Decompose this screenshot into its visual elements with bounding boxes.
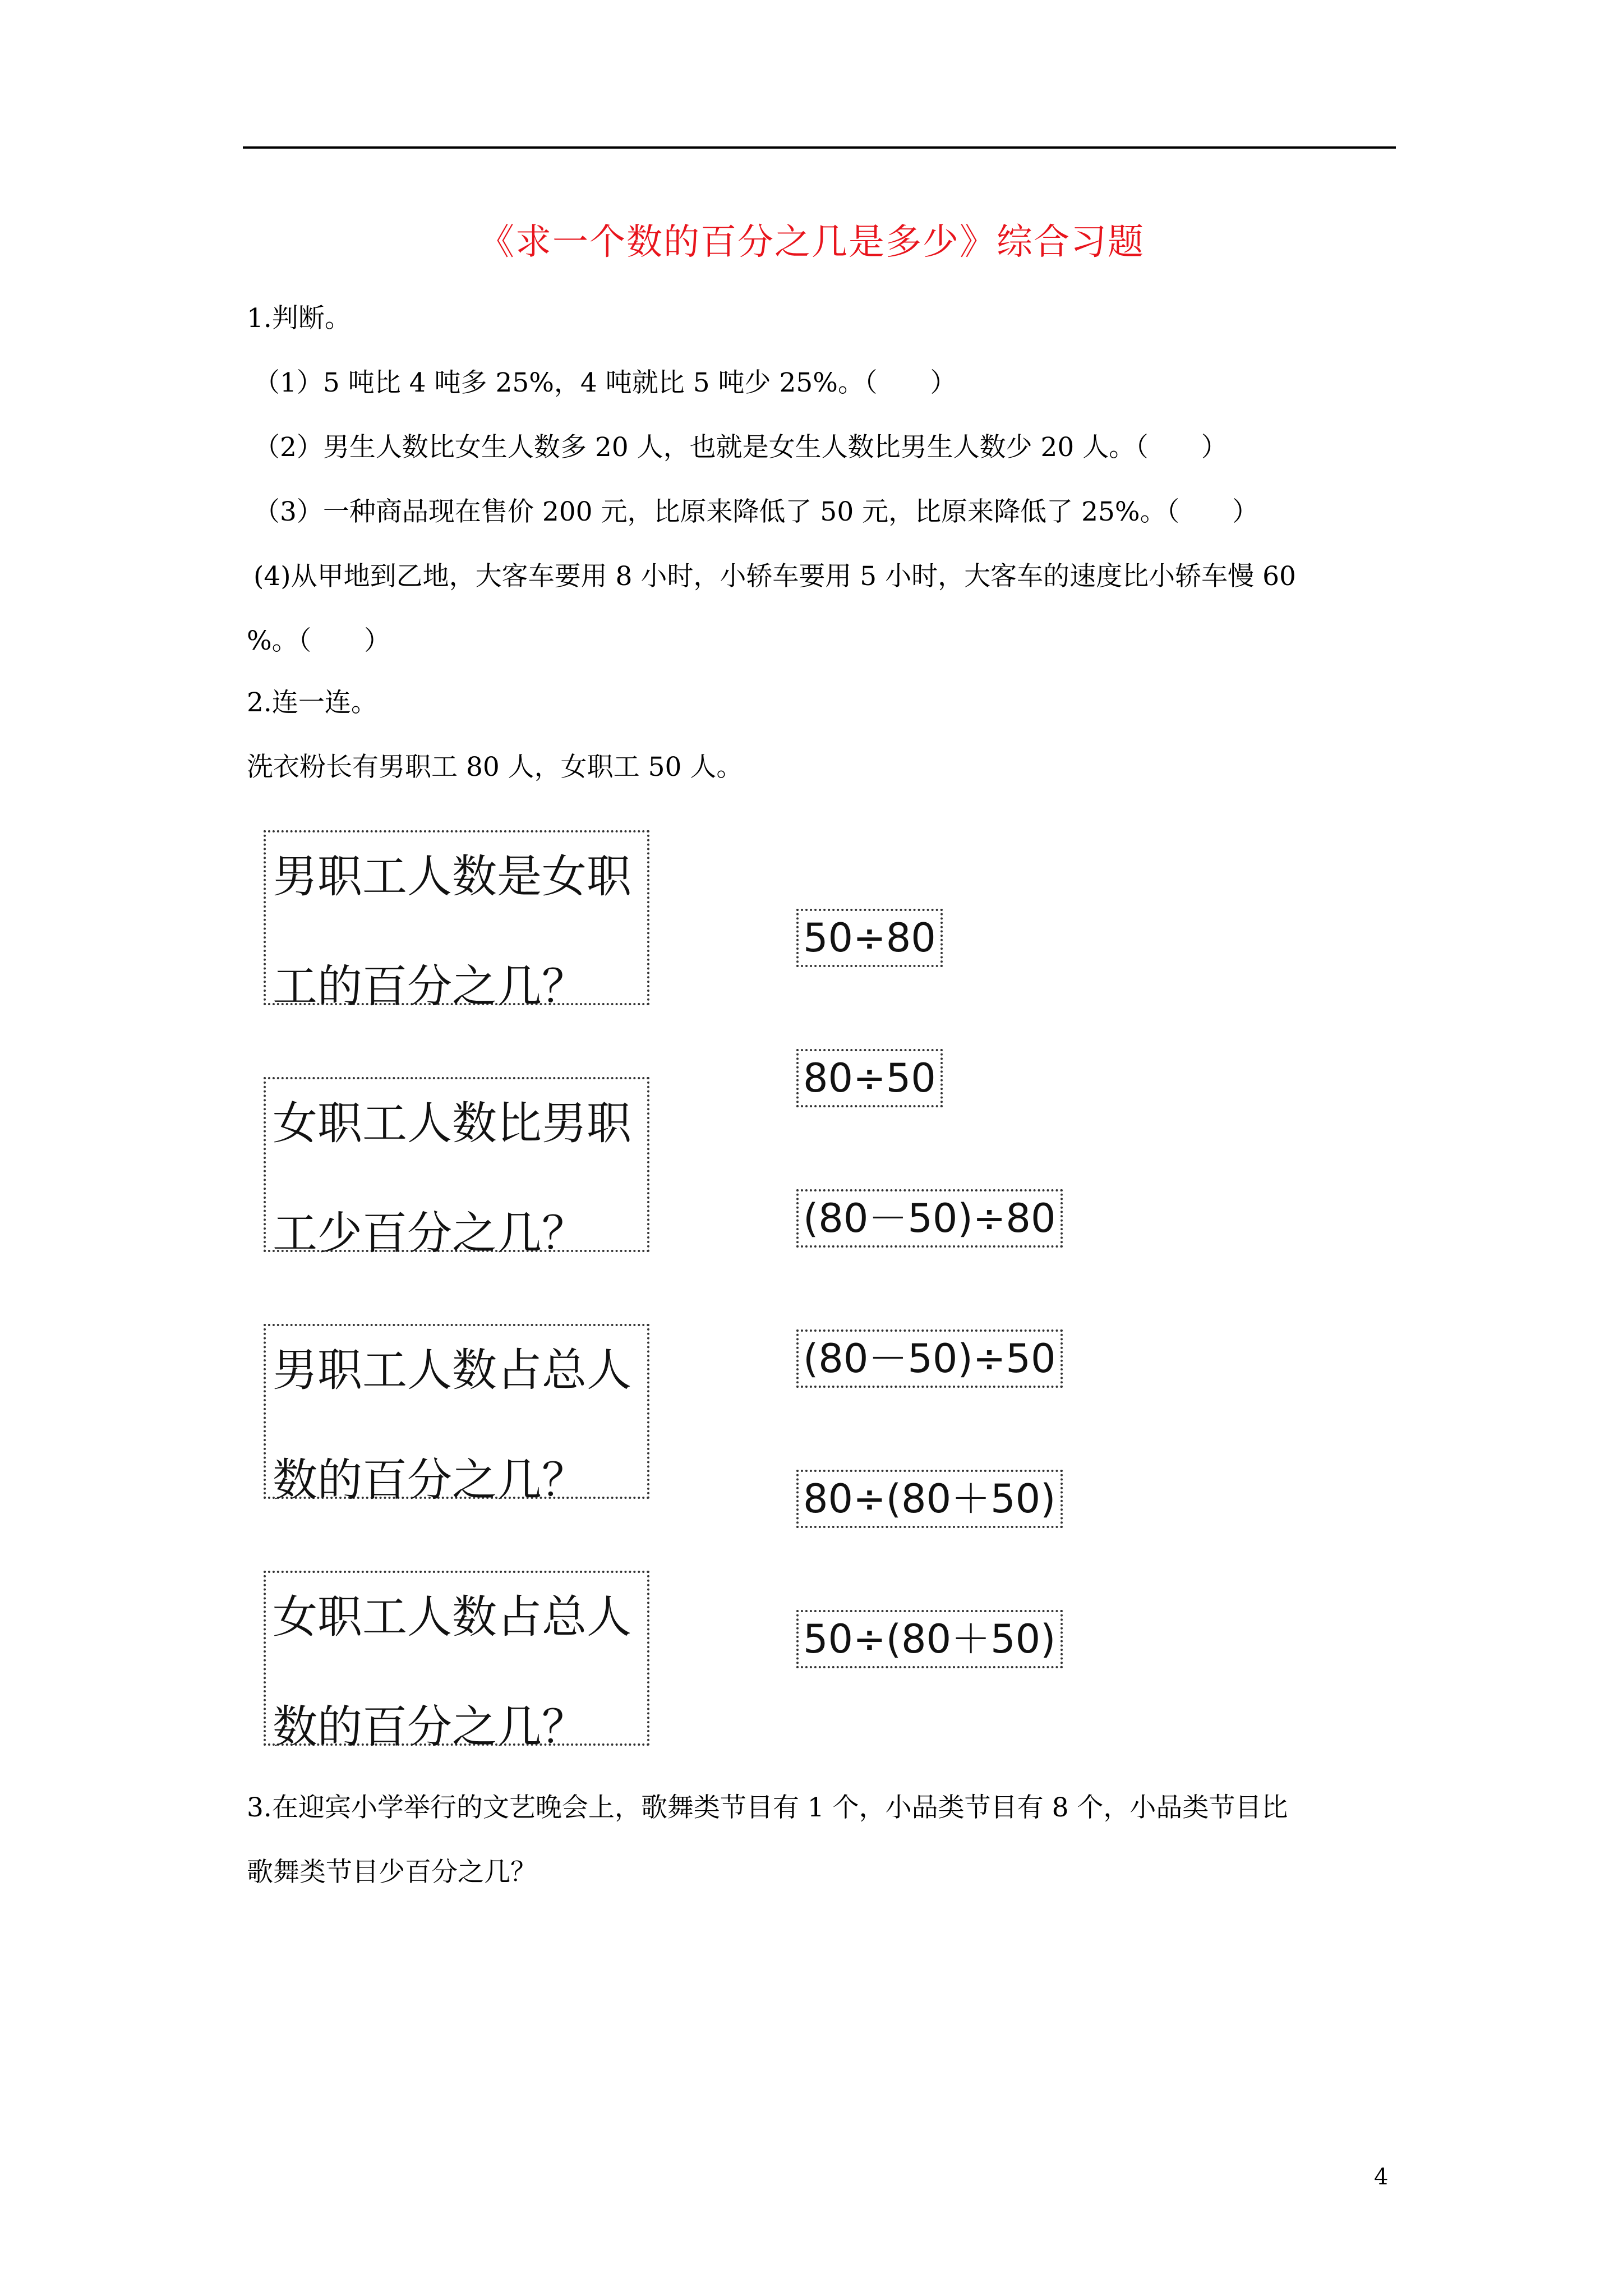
expression-box-3[interactable]: (80－50)÷80 bbox=[796, 1189, 1063, 1248]
q1-item-4: (4)从甲地到乙地，大客车要用 8 小时，小轿车要用 5 小时，大客车的速度比小轿车慢 60 bbox=[253, 561, 1296, 592]
question-box-1-line2: 工的百分之几？ bbox=[273, 960, 587, 1013]
q2-intro: 洗衣粉长有男职工 80 人，女职工 50 人。 bbox=[247, 752, 743, 783]
expression-box-2[interactable]: 80÷50 bbox=[796, 1049, 943, 1107]
q1-item-2: （2）男生人数比女生人数多 20 人，也就是女生人数比男生人数少 20 人。（ ） bbox=[253, 432, 1228, 463]
page-number: 4 bbox=[1374, 2164, 1389, 2190]
question-box-3[interactable] bbox=[264, 1324, 649, 1506]
q1-item-4-cont: %。（ ） bbox=[247, 625, 391, 656]
expression-box-6[interactable]: 50÷(80＋50) bbox=[796, 1610, 1063, 1668]
question-box-3-line2: 数的百分之几？ bbox=[273, 1454, 587, 1506]
q1-item-3: （3）一种商品现在售价 200 元，比原来降低了 50 元，比原来降低了 25%。（ ） bbox=[253, 496, 1259, 527]
page-title: 《求一个数的百分之几是多少》综合习题 bbox=[478, 222, 1145, 263]
expression-box-1[interactable]: 50÷80 bbox=[796, 909, 943, 967]
question-box-2-line2: 工少百分之几？ bbox=[273, 1207, 587, 1259]
expression-box-5[interactable]: 80÷(80＋50) bbox=[796, 1470, 1063, 1528]
expression-box-4[interactable]: (80－50)÷50 bbox=[796, 1329, 1063, 1388]
q1-item-1: （1）5 吨比 4 吨多 25%，4 吨就比 5 吨少 25%。（ ） bbox=[253, 367, 957, 398]
question-box-4-line1: 女职工人数占总人 bbox=[273, 1591, 631, 1643]
question-box-3-line1: 男职工人数占总人 bbox=[273, 1344, 631, 1396]
q3-line-2: 歌舞类节目少百分之几？ bbox=[247, 1857, 537, 1888]
question-box-4-line2: 数的百分之几？ bbox=[273, 1701, 587, 1753]
question-box-1[interactable] bbox=[264, 830, 649, 1013]
q1-heading: 1.判断。 bbox=[247, 303, 351, 334]
question-box-2-line1: 女职工人数比男职 bbox=[273, 1097, 631, 1149]
question-box-1-line1: 男职工人数是女职 bbox=[273, 850, 631, 903]
q2-heading: 2.连一连。 bbox=[247, 687, 377, 718]
question-box-4[interactable] bbox=[264, 1571, 649, 1753]
q3-line-1: 3.在迎宾小学举行的文艺晚会上，歌舞类节目有 1 个，小品类节目有 8 个，小品类节目比 bbox=[247, 1792, 1288, 1823]
question-box-2[interactable] bbox=[264, 1077, 649, 1259]
header-rule bbox=[243, 146, 1396, 149]
